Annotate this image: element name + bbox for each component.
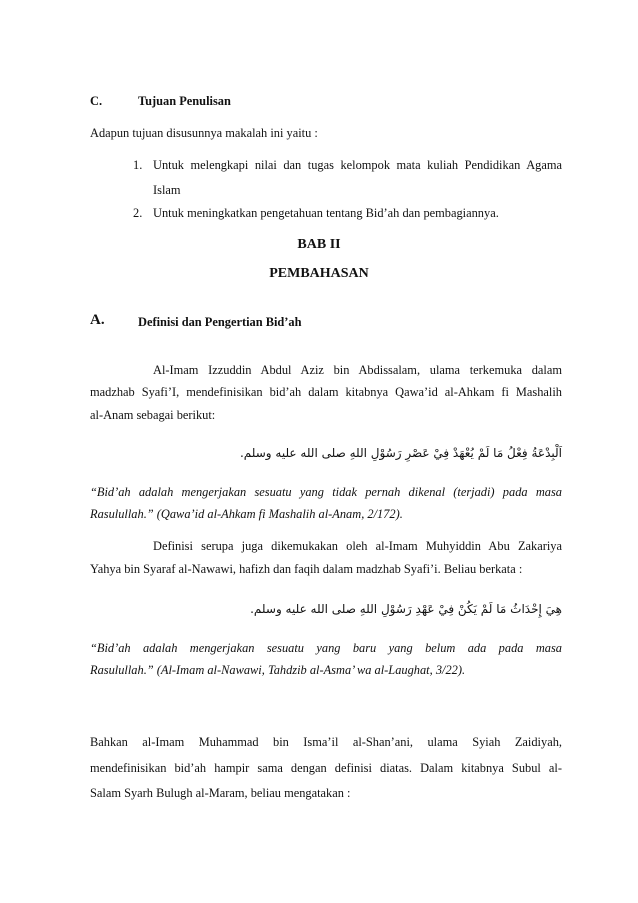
list-item-1-line2: Islam — [153, 183, 181, 197]
quote2-line1: “Bid’ah adalah mengerjakan sesuatu yang baru yang belum ada pada masa — [90, 641, 562, 655]
para3-line3: Salam Syarh Bulugh al-Maram, beliau mengatakan : — [90, 786, 351, 800]
para3-line2: mendefinisikan bid’ah hampir sama dengan definisi diatas. Dalam kitabnya Subul al- — [90, 761, 562, 775]
quote1-line2: Rasulullah.” (Qawa’id al-Ahkam fi Mashalih al-Anam, 2/172). — [90, 507, 403, 521]
list-item-1-line1: Untuk melengkapi nilai dan tugas kelompok mata kuliah Pendidikan Agama — [153, 158, 562, 172]
para3-line1: Bahkan al-Imam Muhammad bin Isma’il al-Shan’ani, ulama Syiah Zaidiyah, — [90, 735, 562, 749]
section-a-title: Definisi dan Pengertian Bid’ah — [138, 315, 302, 329]
chapter-title: BAB II — [297, 237, 341, 252]
para1-line2: madzhab Syafi’I, mendefinisikan bid’ah dalam kitabnya Qawa’id al-Ahkam fi Mashalih — [90, 385, 562, 399]
para2-line2: Yahya bin Syaraf al-Nawawi, hafizh dan faqih dalam madzhab Syafi’i. Beliau berkata : — [90, 562, 523, 576]
chapter-subtitle: PEMBAHASAN — [269, 266, 369, 281]
arabic-definition-1: اَلْبِدْعَةُ فِعْلُ مَا لَمْ يُعْهَدْ فِيْ عَصْرِ رَسُوْلِ اللهِ صلى الله عليه وسلم. — [239, 446, 562, 460]
list-item-1-number: 1. — [133, 158, 143, 172]
section-a-letter: A. — [90, 312, 105, 328]
quote1-line1: “Bid’ah adalah mengerjakan sesuatu yang tidak pernah dikenal (terjadi) pada masa — [90, 485, 562, 499]
para1-line1: Al-Imam Izzuddin Abdul Aziz bin Abdissalam, ulama terkemuka dalam — [153, 363, 562, 377]
section-c-intro: Adapun tujuan disusunnya makalah ini yaitu : — [90, 126, 318, 140]
arabic-definition-2: هِيَ إِحْدَاثُ مَا لَمْ يَكُنْ فِيْ عَهْدِ رَسُوْلِ اللهِ صلى الله عليه وسلم. — [250, 602, 562, 616]
para2-line1: Definisi serupa juga dikemukakan oleh al-Imam Muhyiddin Abu Zakariya — [153, 539, 562, 553]
para1-line3: al-Anam sebagai berikut: — [90, 408, 216, 422]
list-item-2-number: 2. — [133, 206, 143, 220]
section-c-letter: C. — [90, 94, 103, 108]
quote2-line2: Rasulullah.” (Al-Imam al-Nawawi, Tahdzib al-Asma’ wa al-Laughat, 3/22). — [90, 663, 466, 677]
list-item-2-text: Untuk meningkatkan pengetahuan tentang Bid’ah dan pembagiannya. — [153, 206, 499, 220]
section-c-title: Tujuan Penulisan — [138, 94, 231, 108]
